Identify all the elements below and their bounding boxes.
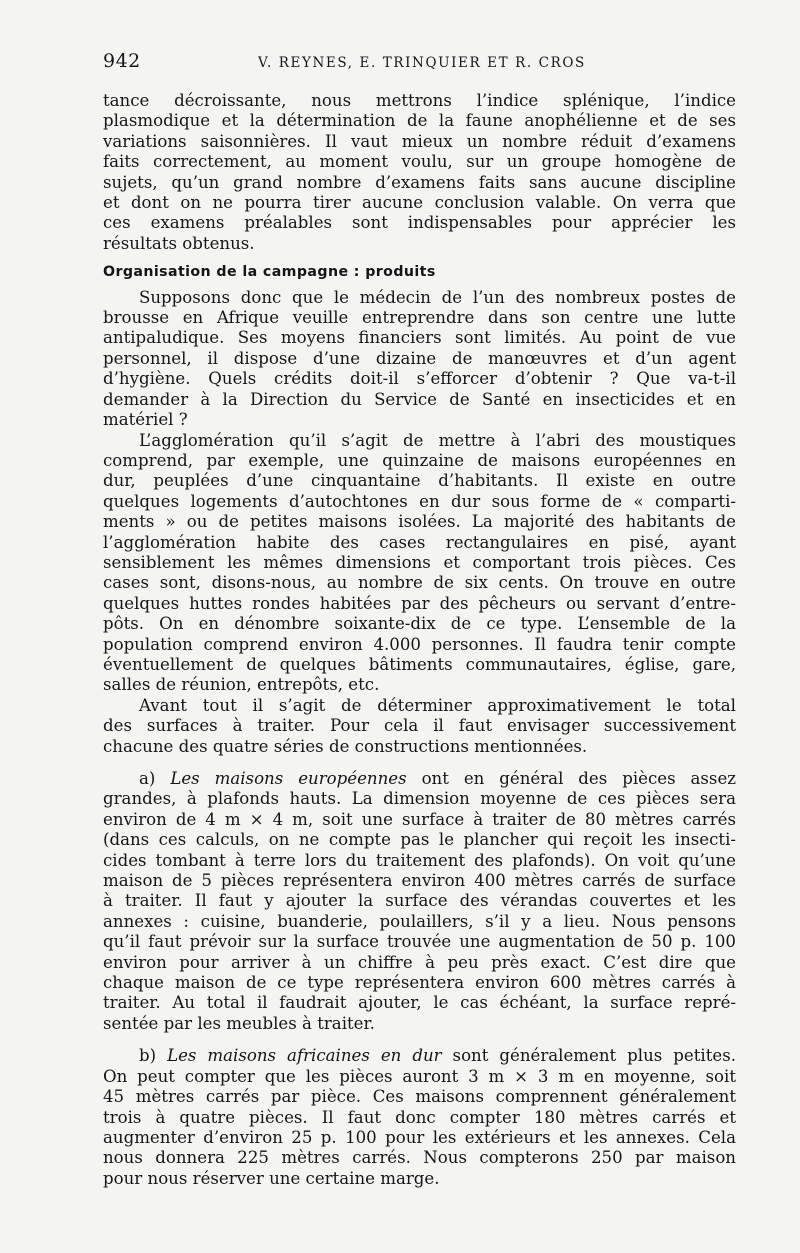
text-line: l’agglomération habite des cases rectangulaires en pisé, ayant [103, 532, 736, 552]
text-line: éventuellement de quelques bâtiments communautaires, église, gare, [103, 654, 736, 674]
text-line: chaque maison de ce type représentera environ 600 mètres carrés à [103, 973, 736, 993]
page-number: 942 [103, 50, 141, 72]
paragraph-maisons-europeennes [103, 769, 736, 1034]
text-line: quelques huttes rondes habitées par des pêcheurs ou servant d’entre- [103, 593, 736, 613]
body-text [103, 91, 736, 1189]
paragraph-agglomeration [103, 431, 736, 696]
text-line: à traiter. Il faut y ajouter la surface des vérandas couvertes et les [103, 891, 736, 911]
text-line: qu’il faut prévoir sur la surface trouvée une augmentation de 50 p. 100 [103, 932, 736, 952]
text-line: ments » ou de petites maisons isolées. La majorité des habitants de [103, 512, 736, 532]
text-line: et dont on ne pourra tirer aucune conclusion valable. On verra que [103, 193, 736, 213]
text-line: comprend, par exemple, une quinzaine de maisons européennes en [103, 450, 736, 470]
text-line: antipaludique. Ses moyens financiers sont limités. Au point de vue [103, 328, 736, 348]
text-line: L’agglomération qu’il s’agit de mettre à l’abri des moustiques [139, 430, 736, 450]
text-line: dur, peuplées d’une cinquantaine d’habitants. Il existe en outre [103, 471, 736, 491]
text-line: annexes : cuisine, buanderie, poulaillers, s’il y a lieu. Nous pensons [103, 911, 736, 931]
text-line: nous donnera 225 mètres carrés. Nous compterons 250 par maison [103, 1148, 736, 1168]
text-line: environ pour arriver à un chiffre à peu près exact. C’est dire que [103, 952, 736, 972]
text-line: population comprend environ 4.000 personnes. Il faudra tenir compte [103, 634, 736, 654]
text-line: 45 mètres carrés par pièce. Ces maisons comprennent généralement [103, 1087, 736, 1107]
text-line: cides tombant à terre lors du traitement des plafonds). On voit qu’une [103, 850, 736, 870]
text-line: (dans ces calculs, on ne compte pas le plancher qui reçoit les insecti- [103, 830, 736, 850]
text-line: sujets, qu’un grand nombre d’examens faits sans aucune discipline [103, 172, 736, 192]
text-line: personnel, il dispose d’une dizaine de manœuvres et d’un agent [103, 348, 736, 368]
text-line: Avant tout il s’agit de déterminer approximativement le total [139, 695, 736, 715]
text-line: salles de réunion, entrepôts, etc. [103, 675, 380, 695]
text-line: quelques logements d’autochtones en dur sous forme de « comparti- [103, 491, 736, 511]
text-line: chacune des quatre séries de constructions mentionnées. [103, 736, 588, 756]
text-line: plasmodique et la détermination de la faune anophélienne et de ses [103, 111, 736, 131]
paragraph-avant-tout [103, 696, 736, 757]
text-line: ces examens préalables sont indispensables pour apprécier les [103, 213, 736, 233]
text-line: sensiblement les mêmes dimensions et comportant trois pièces. Ces [103, 552, 736, 572]
text-line: résultats obtenus. [103, 233, 255, 253]
text-line: grandes, à plafonds hauts. La dimension moyenne de ces pièces sera [103, 789, 736, 809]
text-line: des surfaces à traiter. Pour cela il faut envisager successivement [103, 716, 736, 736]
subsection-title: Les maisons européennes [170, 769, 407, 788]
text-line: d’hygiène. Quels crédits doit-il s’efforcer d’obtenir ? Que va-t-il [103, 369, 736, 389]
section-heading: Organisation de la campagne : produits [103, 264, 436, 281]
text-line: a) Les maisons européennes ont en général des pièces assez [139, 769, 737, 788]
text-line: maison de 5 pièces représentera environ 400 mètres carrés de surface [103, 871, 736, 891]
text-line: On peut compter que les pièces auront 3 m × 3 m en moyenne, soit [103, 1066, 736, 1086]
text-line: brousse en Afrique veuille entreprendre dans son centre une lutte [103, 308, 736, 328]
text-line: trois à quatre pièces. Il faut donc compter 180 mètres carrés et [103, 1107, 736, 1127]
page-header [103, 50, 740, 80]
paragraph-maisons-africaines [103, 1046, 736, 1189]
text-line: augmenter d’environ 25 p. 100 pour les extérieurs et les annexes. Cela [103, 1127, 736, 1147]
text-line: demander à la Direction du Service de Santé en insecticides et en [103, 389, 736, 409]
text-line: sentée par les meubles à traiter. [103, 1013, 375, 1033]
text-line: environ de 4 m × 4 m, soit une surface à traiter de 80 mètres carrés [103, 809, 736, 829]
text-line: cases sont, disons-nous, au nombre de six cents. On trouve en outre [103, 573, 736, 593]
text-line: pôts. On en dénombre soixante-dix de ce type. L’ensemble de la [103, 614, 736, 634]
text-line: pour nous réserver une certaine marge. [103, 1168, 440, 1188]
text-line: matériel ? [103, 410, 188, 430]
subsection-title: Les maisons africaines en dur [167, 1046, 442, 1066]
running-head: V. REYNES, E. TRINQUIER ET R. CROS [258, 55, 586, 71]
text-line: Supposons donc que le médecin de l’un des nombreux postes de [139, 287, 736, 307]
text-line: variations saisonnières. Il vaut mieux un nombre réduit d’examens [103, 131, 736, 151]
paragraph-supposons [103, 288, 736, 431]
paragraph-intro-continued [103, 91, 736, 254]
text-line: traiter. Au total il faudrait ajouter, le cas échéant, la surface repré- [103, 993, 736, 1013]
text-line: b) Les maisons africaines en dur sont généralement plus petites. [139, 1046, 736, 1066]
text-line: faits correctement, au moment voulu, sur un groupe homogène de [103, 152, 736, 172]
text-line: tance décroissante, nous mettrons l’indice splénique, l’indice [103, 91, 736, 110]
